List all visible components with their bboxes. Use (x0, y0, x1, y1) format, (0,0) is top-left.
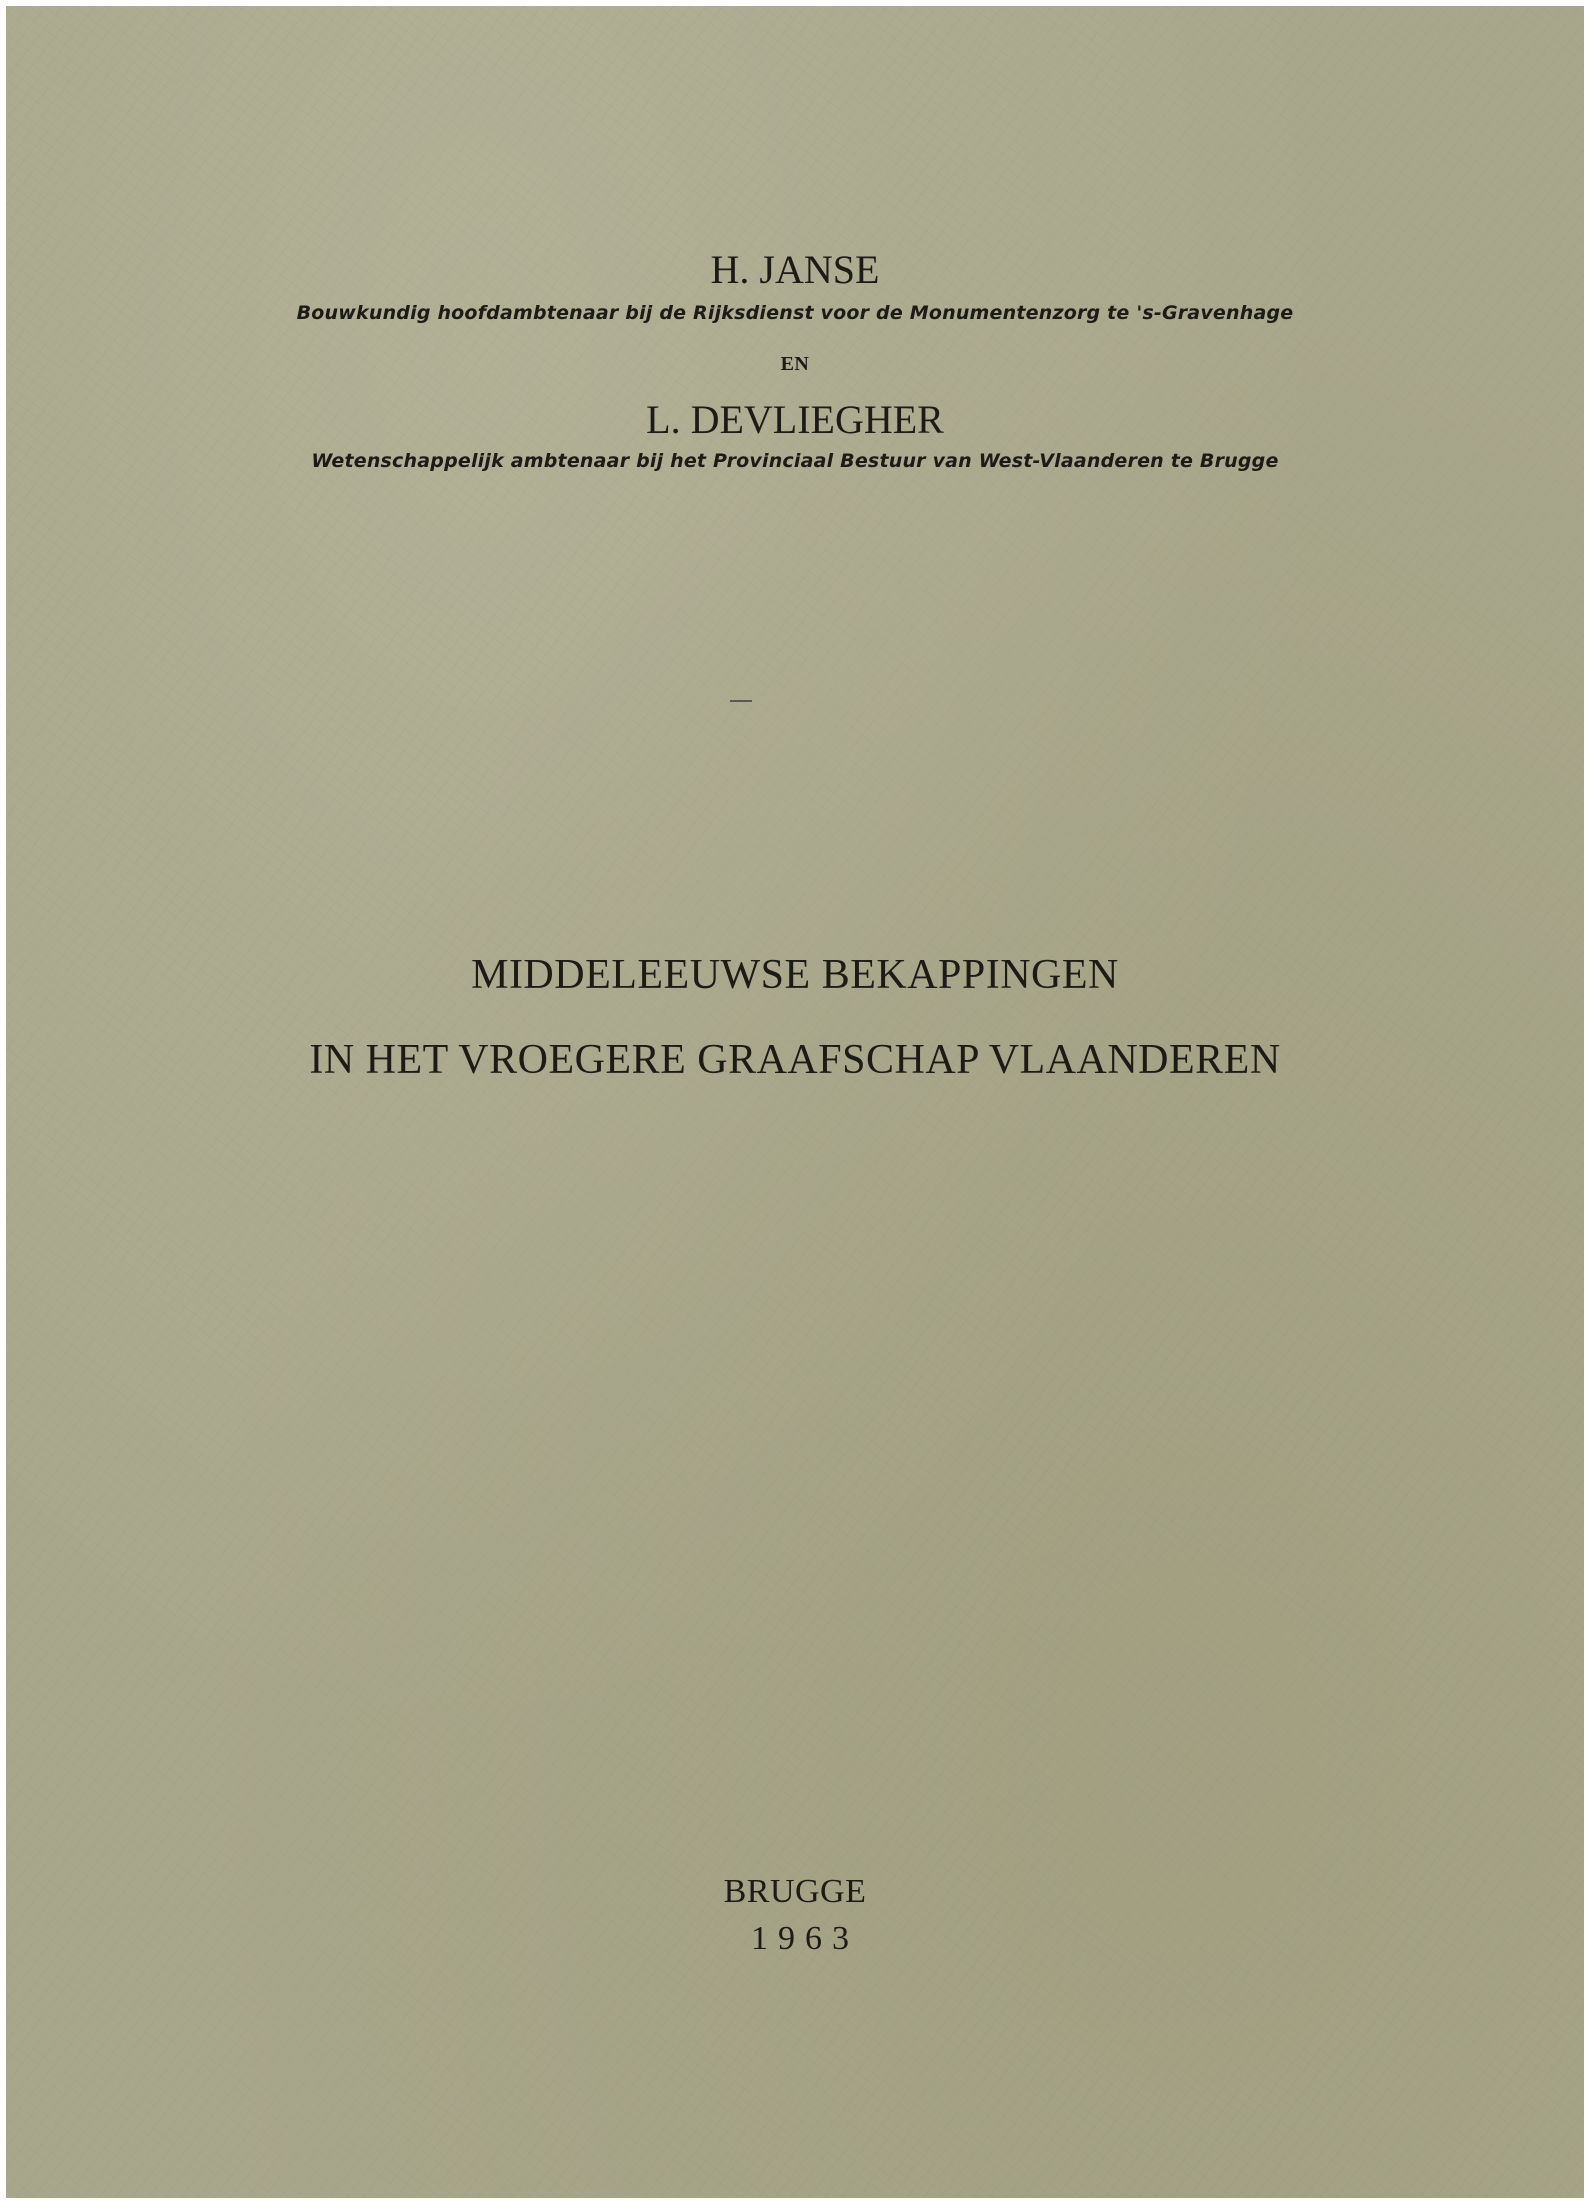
title-line-2: IN HET VROEGERE GRAAFSCHAP VLAANDEREN (309, 1037, 1281, 1083)
imprint-place: BRUGGE (723, 1873, 867, 1910)
title-line-1: MIDDELEEUWSE BEKAPPINGEN (471, 952, 1119, 998)
author-name-devliegher: L. DEVLIEGHER (646, 397, 944, 442)
author-role-devliegher: Wetenschappelijk ambtenaar bij het Provinciaal Bestuur van West-Vlaanderen te Brugge (311, 450, 1279, 472)
author-role-janse: Bouwkundig hoofdambtenaar bij de Rijksdienst voor de Monumentenzorg te 's-Gravenhage (296, 302, 1294, 324)
book-cover (6, 6, 1584, 2198)
decorative-dash (730, 700, 752, 702)
author-name-janse: H. JANSE (710, 247, 880, 292)
author-conjunction: EN (780, 353, 810, 375)
imprint-year: 1963 (751, 1920, 859, 1957)
